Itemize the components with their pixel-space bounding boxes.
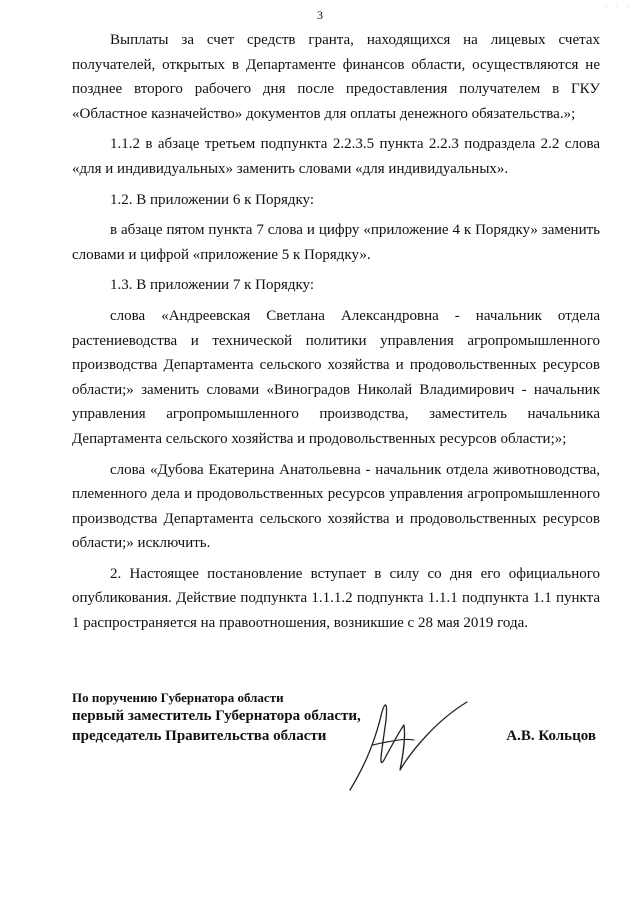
signature-authority-line: По поручению Губернатора области [72, 690, 284, 705]
scan-corner-mark-bottom: · · · [573, 892, 600, 901]
paragraph-1-2: 1.2. В приложении 6 к Порядку: [110, 191, 315, 208]
paragraph-1-1-2: 1.1.2 в абзаце третьем подпункта 2.2.3.5 пункта 2.2.3 подраздела 2.2 слова «для и индивидуальных» заменить словами «для индивидуальных». [72, 136, 600, 177]
paragraph-1-3: 1.3. В приложении 7 к Порядку: [110, 277, 315, 294]
scan-corner-mark-top: · · · [605, 2, 632, 11]
signatory-position-line1: первый заместитель Губернатора области, [72, 708, 361, 724]
paragraph-exclude-dubova: слова «Дубова Екатерина Анатольевна - начальник отдела животноводства, племенного дела и продовольственных ресурсов управления агропромышленного производства Департамента сельского хозяйства и продовольственных ресурсов области;» исключить. [72, 461, 600, 552]
paragraph-2-effective-date: 2. Настоящее постановление вступает в силу со дня его официального опубликования. Действие подпункта 1.1.1.2 подпункта 1.1.1 подпункта 1.1 пункта 1 распространяется на правоотношения, возникшие с 28 мая 2019 года. [72, 565, 600, 632]
signatory-name: А.В. Кольцов [506, 728, 596, 744]
page-number: 3 [317, 8, 323, 22]
handwritten-signature [342, 690, 482, 795]
paragraph-replace-andreevskaya: слова «Андреевская Светлана Александровна - начальник отдела растениеводства и технической политики управления агропромышленного производства Департамента сельского хозяйства и продовольственных ресурсов области;» заменить словами «Виноградов Николай Владимирович - начальник управления агропромышленного производства, заместитель начальника Департамента сельского хозяйства и продовольственных ресурсов области;»; [72, 307, 600, 447]
signature-block [72, 690, 600, 800]
paragraph-appendix-6-change: в абзаце пятом пункта 7 слова и цифру «приложение 4 к Порядку» заменить словами и цифрой «приложение 5 к Порядку». [72, 222, 600, 263]
document-body [72, 28, 600, 636]
signatory-position-line2: председатель Правительства области [72, 728, 327, 744]
paragraph-grant-payments: Выплаты за счет средств гранта, находящихся на лицевых счетах получателей, открытых в Департаменте финансов области, осуществляются не позднее второго рабочего дня после предоставления получателем в ГКУ «Областное казначейство» документов для оплаты денежного обязательства.»; [72, 32, 600, 122]
